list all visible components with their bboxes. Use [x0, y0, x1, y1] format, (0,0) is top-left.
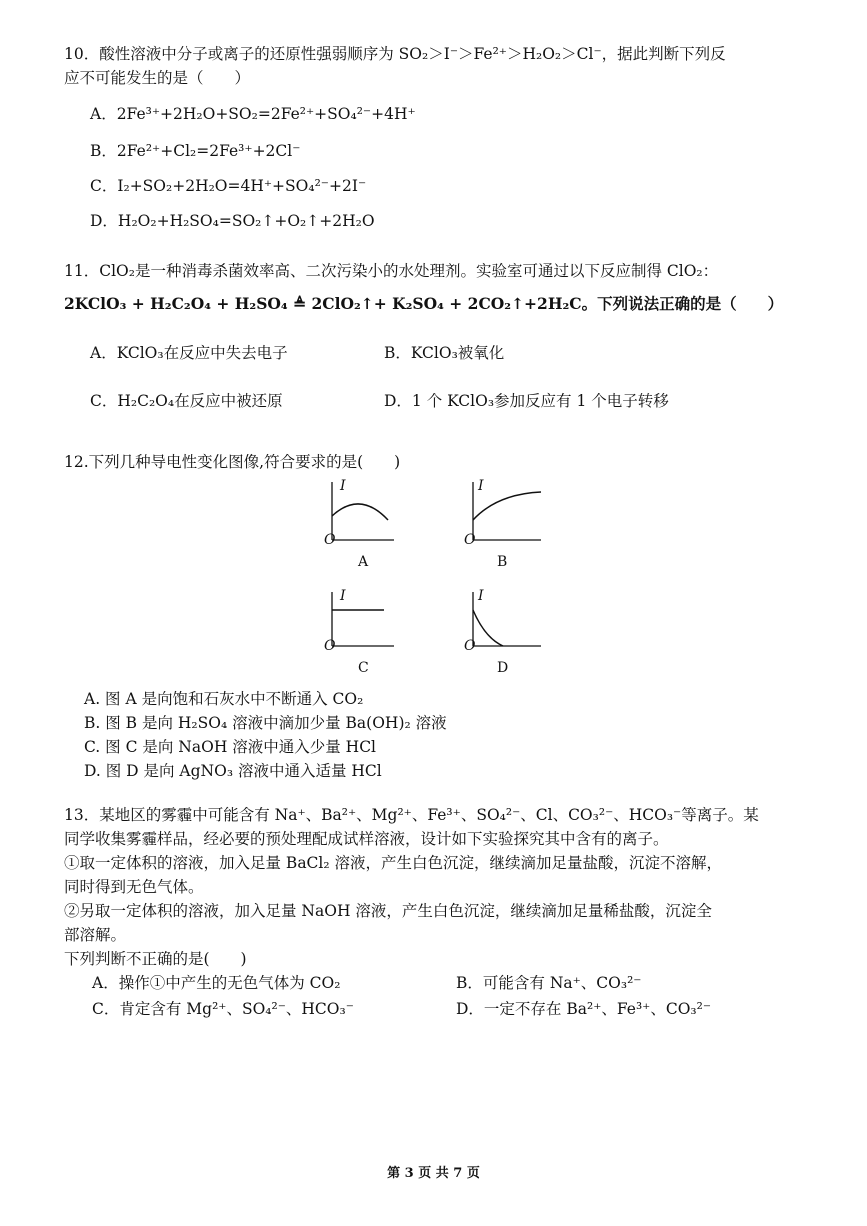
q10-stem-line2: 应不可能发生的是（ ） [64, 69, 251, 87]
q13-step2-line2: 部溶解。 [64, 926, 127, 944]
q10-option-d: D．H₂O₂+H₂SO₄=SO₂↑+O₂↑+2H₂O [90, 212, 375, 230]
graph-b-ylabel: I [478, 478, 484, 494]
page-footer: 第 3 页 共 7 页 [387, 1166, 480, 1181]
q10-option-a: A．2Fe³⁺+2H₂O+SO₂=2Fe²⁺+SO₄²⁻+4H⁺ [90, 105, 416, 123]
q13-option-c: C．肯定含有 Mg²⁺、SO₄²⁻、HCO₃⁻ [92, 1000, 354, 1018]
q11-option-d: D．1 个 KClO₃参加反应有 1 个电子转移 [384, 392, 669, 410]
graph-b [463, 478, 548, 548]
q13-step2-line1: ②另取一定体积的溶液，加入足量 NaOH 溶液，产生白色沉淀，继续滴加足量稀盐酸，沉淀全 [64, 902, 712, 920]
q12-stem: 12.下列几种导电性变化图像,符合要求的是( ) [64, 453, 401, 471]
q13-step1-line1: ①取一定体积的溶液，加入足量 BaCl₂ 溶液，产生白色沉淀，继续滴加足量盐酸，沉淀不溶解， [64, 854, 723, 872]
q13-step1-line2: 同时得到无色气体。 [64, 878, 204, 896]
graph-b-label: B [497, 554, 508, 570]
graph-d-curve [473, 610, 503, 646]
q13-option-a: A．操作①中产生的无色气体为 CO₂ [92, 974, 341, 992]
graph-d-origin: O [464, 638, 476, 654]
q12-option-d: D. 图 D 是向 AgNO₃ 溶液中通入适量 HCl [84, 762, 382, 780]
graph-d [463, 588, 548, 654]
graph-c-label: C [358, 660, 369, 676]
q12-option-b: B. 图 B 是向 H₂SO₄ 溶液中滴加少量 Ba(OH)₂ 溶液 [84, 714, 447, 732]
q13-option-d: D．一定不存在 Ba²⁺、Fe³⁺、CO₃²⁻ [456, 1000, 712, 1018]
q11-stem-line1: 11．ClO₂是一种消毒杀菌效率高、二次污染小的水处理剂。实验室可通过以下反应制得 ClO₂： [64, 262, 719, 280]
q12-option-a: A. 图 A 是向饱和石灰水中不断通入 CO₂ [84, 690, 364, 708]
q13-option-b: B．可能含有 Na⁺、CO₃²⁻ [456, 974, 642, 992]
graph-a-ylabel: I [340, 478, 346, 494]
graph-b-origin: O [464, 532, 476, 548]
q10-option-b: B．2Fe²⁺+Cl₂=2Fe³⁺+2Cl⁻ [90, 142, 301, 160]
graph-a-curve [332, 504, 388, 520]
q11-option-b: B．KClO₃被氧化 [384, 344, 505, 362]
graph-d-label: D [497, 660, 509, 676]
graph-b-curve [473, 492, 541, 520]
q13-stem-line1: 13．某地区的雾霾中可能含有 Na⁺、Ba²⁺、Mg²⁺、Fe³⁺、SO₄²⁻、Cl、CO₃²⁻、HCO₃⁻等离子。某 [64, 806, 759, 824]
q11-option-a: A．KClO₃在反应中失去电子 [90, 344, 288, 362]
q13-stem-line2: 同学收集雾霾样品，经必要的预处理配成试样溶液，设计如下实验探究其中含有的离子。 [64, 830, 669, 848]
q12-option-c: C. 图 C 是向 NaOH 溶液中通入少量 HCl [84, 738, 377, 756]
q11-equation: 2KClO₃ + H₂C₂O₄ + H₂SO₄ ≜ 2ClO₂↑+ K₂SO₄ + 2CO₂↑+2H₂C。下列说法正确的是（ ） [64, 294, 784, 313]
graph-c-origin: O [324, 638, 336, 654]
graph-c-ylabel: I [340, 588, 346, 604]
graph-a-label: A [358, 554, 369, 570]
q13-ask: 下列判断不正确的是( ) [64, 950, 247, 968]
graph-a-origin: O [324, 532, 336, 548]
q10-stem-line1: 10．酸性溶液中分子或离子的还原性强弱顺序为 SO₂＞I⁻＞Fe²⁺＞H₂O₂＞Cl⁻，据此判断下列反 [64, 45, 726, 63]
graph-d-ylabel: I [478, 588, 484, 604]
q11-option-c: C．H₂C₂O₄在反应中被还原 [90, 392, 283, 410]
q10-option-c: C．I₂+SO₂+2H₂O=4H⁺+SO₄²⁻+2I⁻ [90, 177, 367, 195]
